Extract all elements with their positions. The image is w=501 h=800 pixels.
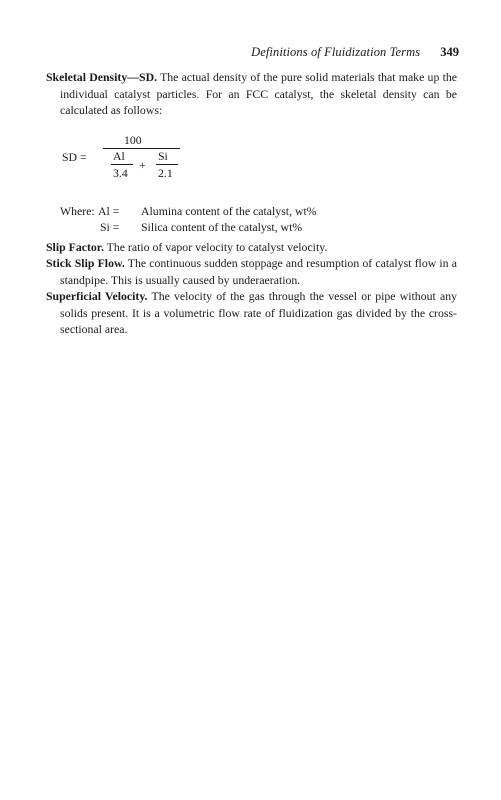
where-label: Where: [60, 203, 95, 218]
page-number: 349 [440, 45, 459, 59]
entry-slip-factor [46, 239, 457, 256]
entry-superficial-velocity [46, 288, 457, 338]
where-symbol: Al = [98, 203, 120, 218]
formula-lhs: SD = [62, 149, 87, 164]
entry-text: The continuous sudden stoppage and resumption of catalyst flow in a standpipe. This is usually caused by underaeration. [60, 256, 457, 287]
where-row-alumina [60, 203, 457, 220]
formula-numerator: 100 [124, 132, 142, 147]
formula-silica-numerator: Si [158, 148, 168, 163]
entry-skeletal-density [46, 69, 457, 119]
page-content [46, 69, 457, 338]
entry-term: Superficial Velocity. [46, 289, 148, 303]
skeletal-density-formula [60, 131, 457, 187]
entry-term: Skeletal Density—SD. [46, 70, 158, 84]
formula-plus-operator: + [139, 157, 146, 172]
where-block [60, 203, 457, 236]
entry-term: Stick Slip Flow. [46, 256, 125, 270]
entry-text: The actual density of the pure solid materials that make up the individual catalyst particles. For an FCC catalyst, the skeletal density can be calculated as follows: [60, 70, 457, 117]
entry-text: The ratio of vapor velocity to catalyst velocity. [103, 239, 328, 254]
formula-alumina-numerator: Al [113, 148, 125, 163]
entry-text: The velocity of the gas through the vessel or pipe without any solids present. It is a volumetric flow rate of fluidization gas divided by the cross-sectional area. [60, 289, 457, 336]
entry-term: Slip Factor. [46, 239, 104, 254]
formula-silica-denominator: 2.1 [158, 165, 173, 180]
entry-stick-slip-flow [46, 255, 457, 288]
page-header [0, 44, 459, 60]
formula-alumina-denominator: 3.4 [113, 165, 128, 180]
where-definition: Alumina content of the catalyst, wt% [141, 203, 317, 218]
where-row-silica [60, 219, 457, 236]
where-symbol: Si = [100, 220, 120, 234]
entry-list [46, 239, 457, 338]
running-title: Definitions of Fluidization Terms [251, 45, 421, 59]
where-definition: Silica content of the catalyst, wt% [141, 220, 303, 234]
